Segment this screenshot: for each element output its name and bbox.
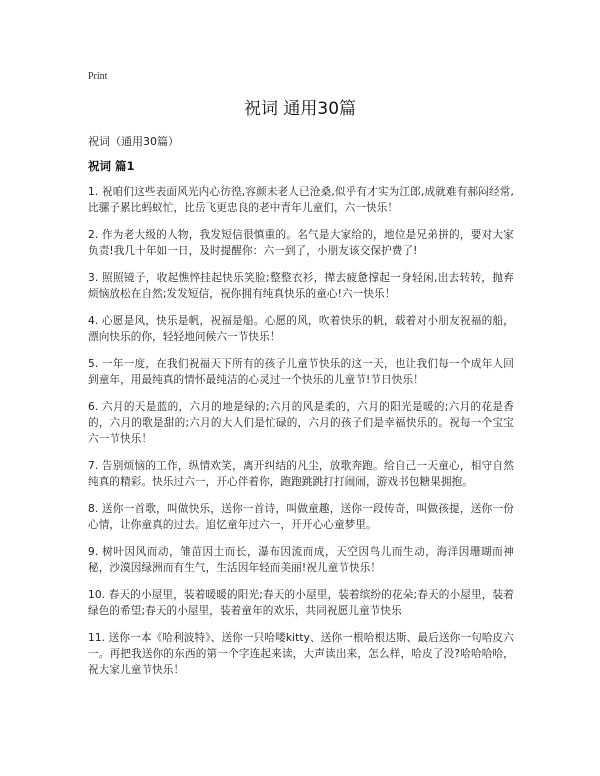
paragraph: 9. 树叶因风而动，雏苗因土而长，瀑布因流而成，天空因鸟儿而生动，海洋因珊瑚而神秘，沙漠因绿洲而有生气，生活因年轻而美丽!祝儿童节快乐！ — [88, 546, 514, 574]
paragraph: 6. 六月的天是蓝的，六月的地是绿的;六月的风是柔的，六月的阳光是暖的;六月的花是香的，六月的歌是甜的;六月的大人们是忙碌的，六月的孩子们是幸福快乐的。祝每一个宝宝六一节快乐！ — [88, 401, 514, 445]
paragraph: 5. 一年一度，在我们祝福天下所有的孩子儿童节快乐的这一天，也让我们每一个成年人回到童年，用最纯真的情怀最纯洁的心灵过一个快乐的儿童节!节日快乐！ — [88, 358, 514, 386]
document-subtitle: 祝词（通用30篇） — [88, 135, 179, 148]
paragraph: 3. 照照镜子，收起憔悴挂起快乐笑脸;整整衣衫，撵去疲惫撑起一身轻闲,出去转转，抛弃烦恼放松在自然;发发短信，祝你拥有纯真快乐的童心!六一快乐！ — [88, 272, 514, 300]
paragraph: 4. 心愿是风，快乐是帆，祝福是船。心愿的风，吹着快乐的帆，载着对小朋友祝福的船，漂向快乐的你，轻轻地问候六一节快乐！ — [88, 315, 514, 343]
paragraph: 1. 祝咱们这些表面风光内心彷徨,容颜未老人已沧桑,似乎有才实为江郎,成就难有郝闷经常,比骡子累比蚂蚁忙，比岳飞更忠良的老中青年儿童们，六一快乐！ — [88, 186, 514, 214]
paragraph: 10. 春天的小屋里，装着暖暖的阳光;春天的小屋里，装着缤纷的花朵;春天的小屋里，装着绿色的希望;春天的小屋里，装着童年的欢乐，共同祝愿儿童节快乐 — [88, 589, 514, 617]
paragraph: 7. 告别烦恼的工作，纵情欢笑，离开纠结的凡尘，放歌奔跑。给自己一天童心，相守自然纯真的精彩。快乐过六一，开心伴着你，跑跑跳跳打打闹闹，游戏书包糖果拥抱。 — [88, 460, 514, 488]
paragraph-list — [88, 184, 514, 689]
section-heading: 祝词 篇1 — [88, 159, 135, 173]
paragraph: 8. 送你一首歌，叫做快乐，送你一首诗，叫做童趣，送你一段传奇，叫做孩提，送你一份心情，让你童真的过去。追忆童年过六一，开开心心童梦里。 — [88, 503, 514, 531]
paragraph: 11. 送你一本《哈利波特》、送你一只哈喽kitty、送你一根哈根达斯、最后送你一句哈皮六一。再把我送你的东西的第一个字连起来读，大声读出来，怎么样，哈皮了没?哈哈哈哈，祝大家儿童节快乐！ — [88, 632, 514, 676]
print-link[interactable]: Print — [88, 71, 108, 82]
page-title: 祝词 通用30篇 — [243, 99, 357, 119]
paragraph: 2. 作为老大级的人物，我发短信很慎重的。名气是大家给的，地位是兄弟拼的，要对大家负责!我几十年如一日，及时提醒你：六一到了，小朋友该交保护费了! — [88, 229, 514, 257]
